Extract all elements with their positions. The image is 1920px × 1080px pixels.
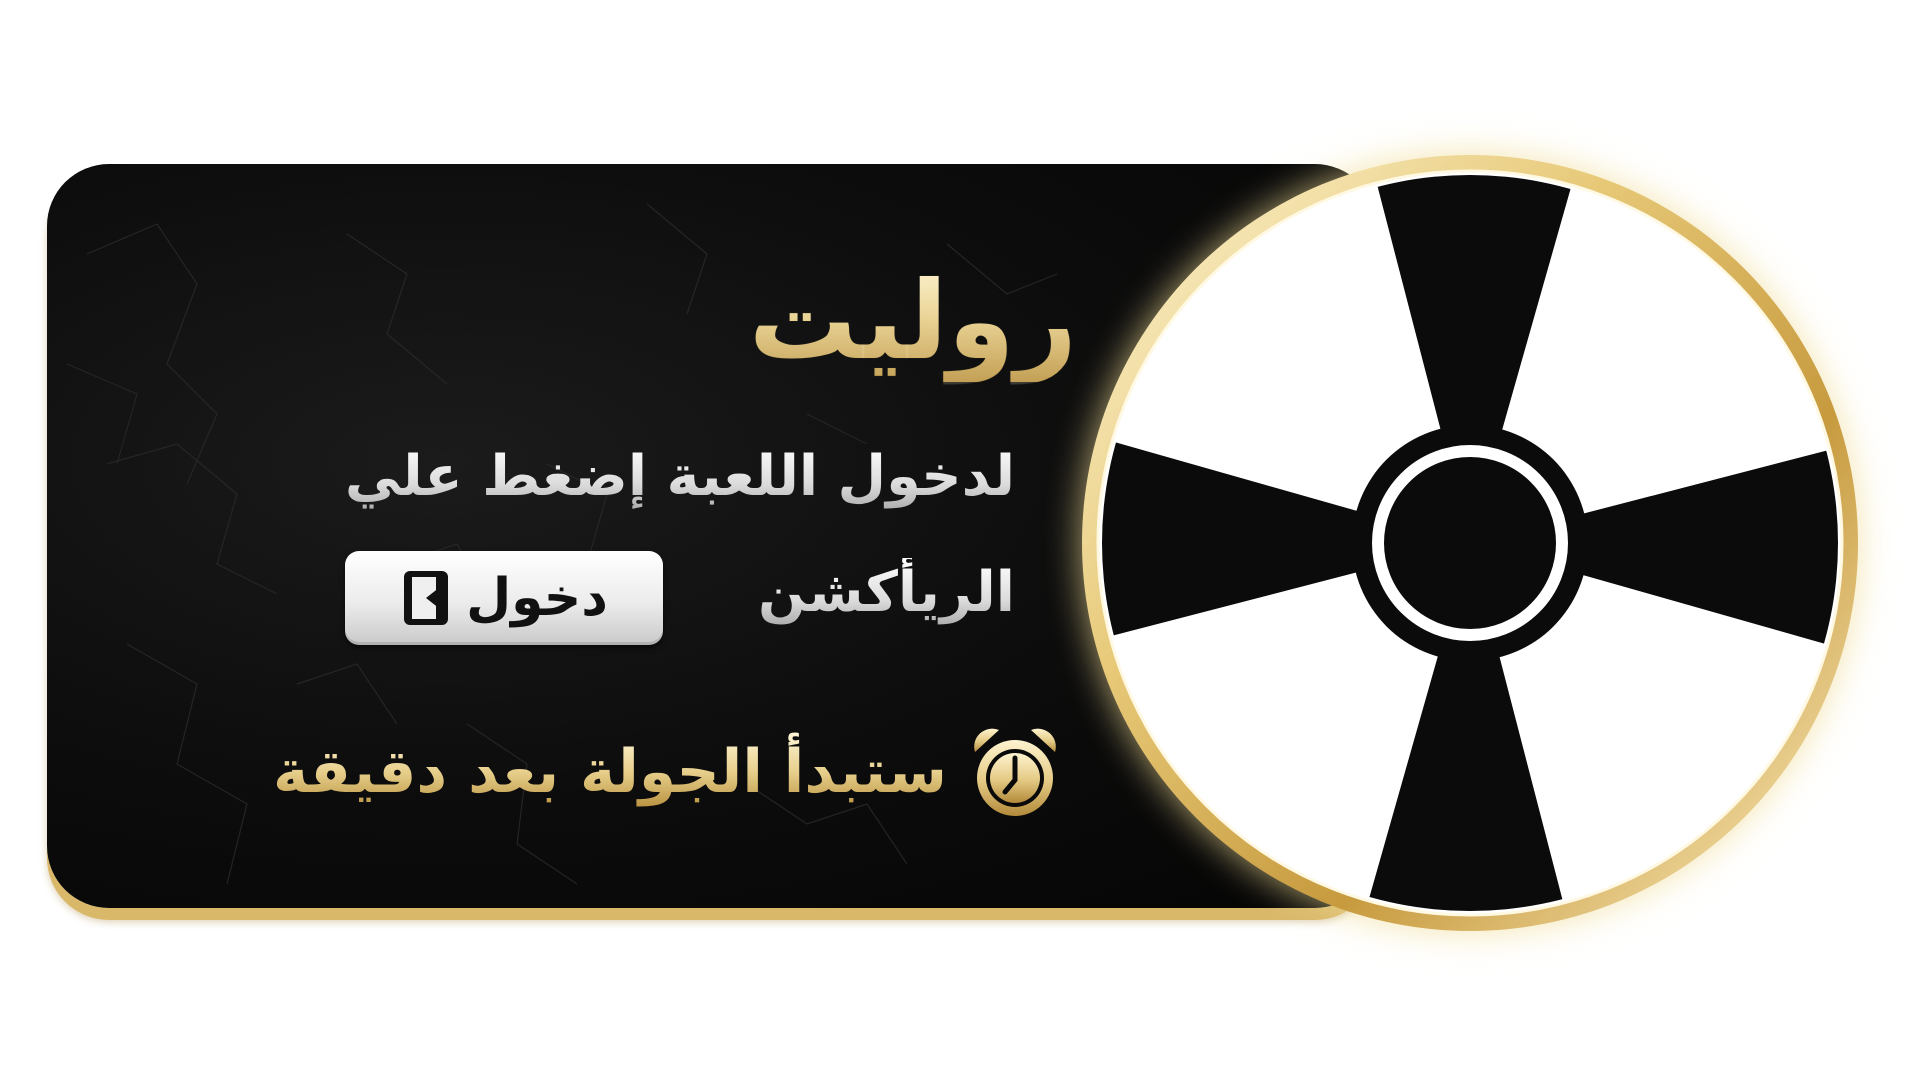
countdown-row	[273, 722, 1065, 822]
join-button[interactable]	[345, 551, 663, 645]
roulette-wheel-icon	[1065, 138, 1875, 948]
countdown-text: ستبدأ الجولة بعد دقيقة	[273, 732, 947, 812]
join-button-label: دخول	[466, 568, 608, 628]
alarm-clock-icon	[965, 722, 1065, 822]
instruction-line-2: الريأكشن	[758, 558, 1015, 628]
door-enter-icon	[400, 567, 452, 629]
game-title: روليت	[748, 259, 1077, 384]
instruction-line-1: لدخول اللعبة إضغط علي	[345, 442, 1015, 512]
